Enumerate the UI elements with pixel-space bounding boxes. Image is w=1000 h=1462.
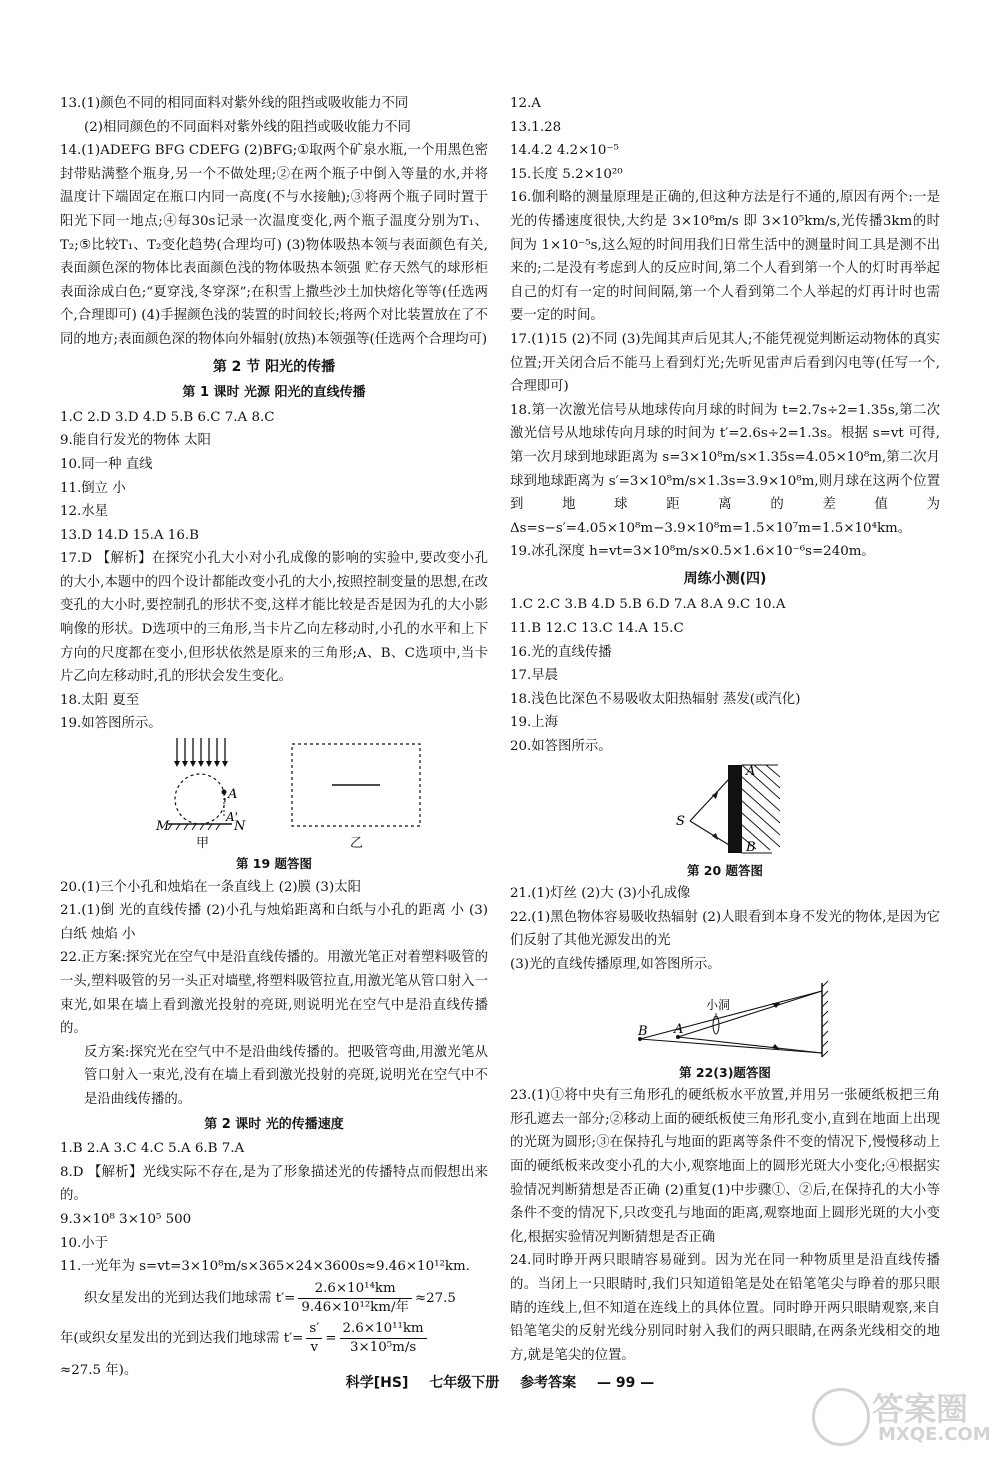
sun-rays — [177, 738, 225, 762]
l1-q22-negative: 反方案:探究光在空气中不是沿曲线传播的。把吸管弯曲,用激光笔从管口射入一束光,没有在墙上看到激光投射的亮斑,说明光在空气中不是沿曲线传播的。 — [84, 1044, 488, 1107]
r-q19: 19.冰孔深度 h=vt=3×10⁸m/s×0.5×1.6×10⁻⁶s=240m。 — [510, 544, 875, 560]
figure-20 — [510, 759, 940, 859]
r-q17: 17.(1)15 (2)不同 (3)先闻其声后见其人;不能凭视觉判断运动物体的真实位置;开关闭合后不能马上看到灯光;先听见雷声后看到闪电等(任写一个,合理即可) — [510, 331, 940, 395]
r-q18: 18.第一次激光信号从地球传向月球的时间为 t=2.7s÷2=1.35s,第二次激光信号从地球传向月球的时间为 t′=2.6s÷2=1.3s。根据 s=vt 可得,第一次月球到地球距离为 s=3×10⁸m/s×1.35s=4.05×10⁸m,第二次月球到地球距离为 s′=3×10⁸m/s×1.3s=3.9×10⁸m,则月球在这两个位置到地球距离的差值为 Δs=s−s′=4.05×10⁸m−3.9×10⁸m=1.5×10⁷m=1.5×10⁴km。 — [510, 402, 940, 536]
l1-q12: 12.水星 — [60, 504, 109, 520]
w-q22: 22.(1)黑色物体容易吸收热辐射 (2)人眼看到本身不发光的物体,是因为它们反射了其他光源发出的光 — [510, 909, 940, 949]
label-jia: 甲 — [196, 836, 210, 852]
q11-frac2-num: s′ — [306, 1320, 322, 1339]
r-q16: 16.伽利略的测量原理是正确的,但这种方法是行不通的,原因有两个:一是光的传播速度很快,大约是 3×10⁸m/s 即 3×10⁵km/s,光传播3km的时间为 1×10⁻⁵s,这么短的时间用我们日常生活中的测量时间工具是测不出来的;二是没有考虑到人的反应时间,第二个人看到第一个人的灯时再举起自己的灯有一定的时间间隔,第一个人看到第二个人举起的灯再计时也需要一定的时间。 — [510, 190, 940, 324]
w-q21: 21.(1)灯丝 (2)大 (3)小孔成像 — [510, 886, 691, 902]
r-q15: 15.长度 5.2×10²⁰ — [510, 166, 623, 182]
w-q16: 16.光的直线传播 — [510, 644, 612, 660]
label-b: B — [638, 1023, 648, 1039]
l1-q20: 20.(1)三个小孔和烛焰在一条直线上 (2)膜 (3)太阳 — [60, 879, 361, 895]
q11-text-a: 织女星发出的光到达我们地球需 t′= — [84, 1290, 296, 1306]
lesson1-title: 第 1 课时 光源 阳光的直线传播 — [182, 385, 366, 401]
w-q24: 24.同时睁开两只眼睛容易碰到。因为光在同一种物质里是沿直线传播的。当闭上一只眼睛时,我们只知道铅笔是处在铅笔笔尖与睁着的那只眼睛的连线上,但不知道在连线上的具体位置。同时睁开两只眼睛观察,来自铅笔笔尖的反射光线分别同时射入我们的两只眼睛,在两条光线相交的地方,就是笔尖的位置。 — [510, 1253, 940, 1363]
label-m: M — [156, 819, 170, 833]
l1-q11: 11.倒立 小 — [60, 480, 126, 496]
l1-q10: 10.同一种 直线 — [60, 456, 153, 472]
label-n: N — [234, 819, 246, 833]
l2-q11-line2 — [60, 1279, 488, 1319]
label-a: A — [228, 787, 238, 803]
l2-q10: 10.小于 — [60, 1235, 109, 1251]
obstacle — [728, 765, 742, 853]
label-s: S — [676, 813, 685, 829]
r-q13: 13.1.28 — [510, 119, 562, 135]
q11-frac1-den: 9.46×10¹²km/年 — [301, 1299, 409, 1315]
label-a: A — [746, 763, 756, 779]
w-answers-1: 1.C 2.C 3.B 4.D 5.B 6.D 7.A 8.A 9.C 10.A — [510, 597, 786, 613]
q11-frac1-num: 2.6×10¹⁴km — [298, 1280, 412, 1299]
l2-q11-line4: ≈27.5 年)。 — [60, 1362, 138, 1378]
q11-frac3-den: 3×10⁵m/s — [349, 1339, 417, 1355]
left-column — [60, 92, 488, 1382]
l2-q8: 8.D 【解析】光线实际不存在,是为了形象描述光的传播特点而假想出来的。 — [60, 1164, 488, 1204]
fig22-caption: 第 22(3)题答图 — [679, 1064, 771, 1080]
q11-fraction-3 — [340, 1320, 427, 1357]
footer-grade: 七年级下册 — [429, 1375, 500, 1391]
figure-19 — [60, 736, 488, 832]
l1-q18: 18.太阳 夏至 — [60, 692, 140, 708]
l2-q9: 9.3×10⁸ 3×10⁵ 500 — [60, 1211, 192, 1227]
footer-label: 参考答案 — [520, 1375, 577, 1391]
watermark-text: 答案圈 — [872, 1390, 969, 1428]
label-hole: 小洞 — [706, 997, 731, 1012]
w-q18: 18.浅色比深色不易吸收太阳热辐射 蒸发(或汽化) — [510, 691, 801, 707]
w-q17: 17.早晨 — [510, 668, 559, 684]
label-b: B — [746, 839, 756, 855]
q14: 14.(1)ADEFG BFG CDEFG (2)BFG;①取两个矿泉水瓶,一个用黑色密封带贴满整个瓶身,另一个不做处理;②在两个瓶子中倒入等量的水,并将温度计下端固定在瓶口内同一高度(不与水接触);③将两个瓶子同时置于阳光下同一地点;④每30s记录一次温度变化,两个瓶子温度分别为T₁、T₂;⑤比较T₁、T₂变化趋势(合理均可) (3)物体吸热本领与表面颜色有关,表面颜色深的物体比表面颜色浅的物体吸热本领强 贮存天然气的球形柜表面涂成白色;“夏穿浅,冬穿深”;在积雪上撒些沙土加快熔化等等(任选两个,合理即可) (4)手握颜色浅的装置的时间较长;将两个对比装置放在了不同的地方;表面颜色深的物体向外辐射(放热)本领强等(任选两个合理均可) — [60, 143, 488, 347]
l2-answers: 1.B 2.A 3.C 4.C 5.A 6.B 7.A — [60, 1141, 245, 1157]
w-q20: 20.如答图所示。 — [510, 739, 612, 755]
q11-fraction-2 — [306, 1320, 322, 1357]
l1-q19: 19.如答图所示。 — [60, 716, 162, 732]
watermark-logo-icon — [812, 1388, 870, 1446]
right-column — [510, 92, 940, 1367]
q11-text-c: 年(或织女星发出的光到达我们地球需 t′= — [60, 1330, 304, 1346]
q11-frac2-den: v — [310, 1339, 319, 1355]
l1-q13-16: 13.D 14.D 15.A 16.B — [60, 527, 199, 543]
l1-q22-positive: 22.正方案:探究光在空气中是沿直线传播的。用激光笔正对着塑料吸管的一头,塑料吸管的另一头正对墙壁,将塑料吸管拉直,用激光笔从管口射入一束光,如果在墙上看到激光投射的亮斑,则说明光在空气中是沿直线传播的。 — [60, 950, 488, 1037]
label-yi: 乙 — [350, 836, 364, 852]
label-a-prime: A' — [226, 810, 238, 825]
watermark — [812, 1384, 991, 1446]
q11-text-b: ≈27.5 — [414, 1290, 456, 1306]
l1-answers: 1.C 2.D 3.D 4.D 5.B 6.C 7.A 8.C — [60, 409, 275, 425]
l1-q9: 9.能自行发光的物体 太阳 — [60, 433, 211, 449]
w-answers-2: 11.B 12.C 13.C 14.A 15.C — [510, 621, 684, 637]
q11-fraction-1 — [298, 1280, 412, 1317]
l2-q11-line1: 11.一光年为 s=vt=3×10⁸m/s×365×24×3600s≈9.46×10¹²km. — [60, 1259, 470, 1275]
l1-q17: 17.D 【解析】在探究小孔大小对小孔成像的影响的实验中,要改变小孔的大小,本题中的四个设计都能改变小孔的大小,按照控制变量的思想,在改变孔的大小时,要控制孔的形状不变,这样才能比较是否是因为孔的大小影响像的形状。D选项中的三角形,当卡片乙向左移动时,小孔的水平和上下方向的尺度都在变小,但形状依然是原来的三角形;A、B、C选项中,当卡片乙向左移动时,孔的形状会发生变化。 — [60, 551, 488, 685]
w-q22-3: (3)光的直线传播原理,如答图所示。 — [510, 957, 721, 972]
point-a — [222, 790, 227, 795]
lesson2-title: 第 2 课时 光的传播速度 — [204, 1116, 344, 1132]
r-q14: 14.4.2 4.2×10⁻⁵ — [510, 143, 619, 159]
q11-text-d: = — [325, 1330, 337, 1346]
q11-frac3-num: 2.6×10¹¹km — [340, 1320, 427, 1339]
w-q23: 23.(1)①将中央有三角形孔的硬纸板水平放置,并用另一张硬纸板把三角形孔遮去一部分;②移动上面的硬纸板使三角形孔变小,直到在地面上出现的光斑为圆形;③在保持孔与地面的距离等条件不变的情况下,慢慢移动上面的硬纸板来改变小孔的大小,观察地面上的圆形光斑大小变化;④根据实验情况判断猜想是否正确 (2)重复(1)中步骤①、②后,在保持孔的大小等条件不变的情况下,只改变孔与地面的距离,观察地面上圆形光斑的大小变化,根据实验情况判断猜想是否正确 — [510, 1088, 940, 1245]
watermark-url: MXQE.COM — [878, 1424, 991, 1445]
w-q19: 19.上海 — [510, 715, 559, 731]
page-number: — 99 — — [597, 1375, 655, 1391]
fig20-caption: 第 20 题答图 — [686, 862, 764, 878]
l2-q11-line3 — [60, 1319, 488, 1359]
weekly-test-title: 周练小测(四) — [683, 570, 767, 587]
l1-q21: 21.(1)倒 光的直线传播 (2)小孔与烛焰距离和白纸与小孔的距离 小 (3)白纸 烛焰 小 — [60, 903, 488, 942]
section-title: 第 2 节 阳光的传播 — [212, 358, 336, 375]
figure-22 — [510, 977, 940, 1061]
q13-line1: 13.(1)颜色不同的相同面料对紫外线的阻挡或吸收能力不同 — [60, 96, 409, 111]
footer-subject: 科学[HS] — [345, 1375, 409, 1391]
dashed-circle — [175, 774, 225, 824]
label-a: A — [674, 1021, 684, 1037]
fig19-caption: 第 19 题答图 — [235, 856, 313, 872]
q13-line2: (2)相同颜色的不同面料对紫外线的阻挡或吸收能力不同 — [84, 119, 411, 135]
r-q12: 12.A — [510, 96, 541, 111]
